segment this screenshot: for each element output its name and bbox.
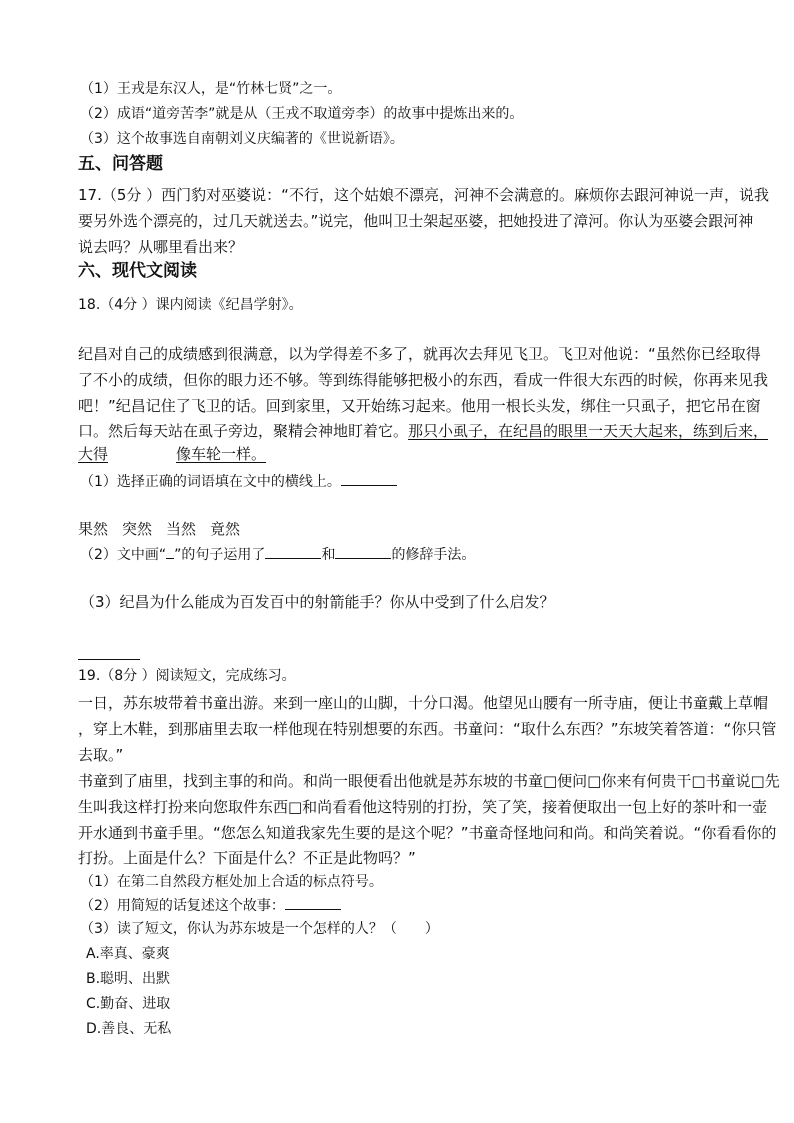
word-choice: 果然 [78, 520, 109, 538]
passage-line-4-plain: 口。然后每天站在虱子旁边，聚精会神地盯着它。 [78, 422, 409, 440]
option-c[interactable]: C.勤奋、进取 [86, 996, 171, 1012]
statement-2: （2）成语“道旁苦李”就是从（王戎不取道旁李）的故事中提炼出来的。 [80, 106, 524, 122]
answer-line[interactable] [78, 659, 140, 660]
story-line-7: 打扮。上面是什么？下面是什么？不正是此物吗？” [78, 849, 416, 867]
answer-blank-2[interactable] [265, 545, 321, 559]
q18-sub-2-text-d: 的修辞手法。 [391, 547, 476, 563]
passage-line-1: 纪昌对自己的成绩感到很满意，以为学得差不多了，就再次去拜见飞卫。飞卫对他说：“虽然你已经取得 [78, 345, 761, 363]
q18-sub-2-text-b: ”的句子运用了 [174, 547, 266, 563]
passage-line-3: 吧！”纪昌记住了飞卫的话。回到家里，又开始练习起来。他用一根长头发，绑住一只虱子，把它吊在窗 [78, 397, 761, 415]
passage-line-5 [78, 444, 266, 464]
q18-sub-1 [80, 472, 397, 491]
answer-blank-4[interactable] [285, 896, 341, 910]
word-choice: 竟然 [210, 520, 241, 538]
underlined-sentence-c: 像车轮一样。 [176, 445, 267, 463]
q19-sub-2-text: （2）用简短的话复述这个故事： [80, 898, 285, 914]
q18-sub-2-text-c: 和 [321, 547, 336, 563]
q17-line-3: 说去吗？从哪里看出来？ [78, 238, 244, 256]
story-line-5: 生叫我这样打扮来向您取件东西□和尚看看他这特别的打扮，笑了笑，接着便取出一包上好的茶叶和一壶 [78, 798, 768, 816]
q19-sub-3: （3）读了短文，你认为苏东坡是一个怎样的人？（ ） [80, 921, 439, 937]
answer-blank-1[interactable] [341, 472, 397, 486]
story-line-2: ，穿上木鞋，到那庙里去取一样他现在特别想要的东西。书童问：“取什么东西？”东坡笑着答道：“你只管 [78, 720, 777, 738]
q17-line-2: 要另外选个漂亮的，过几天就送去。”说完，他叫卫士架起巫婆，把她投进了漳河。你认为巫婆会跟河神 [78, 212, 754, 230]
passage-line-4 [78, 421, 768, 441]
statement-1: （1）王戎是东汉人，是“竹林七贤”之一。 [80, 81, 342, 97]
option-d[interactable]: D.善良、无私 [86, 1021, 172, 1037]
underlined-sentence-b: 大得 [78, 445, 109, 463]
q19-title: 19.（8分 ）阅读短文，完成练习。 [78, 668, 296, 684]
q18-sub-2 [80, 545, 475, 564]
option-a[interactable]: A.率真、豪爽 [86, 946, 170, 962]
q18-sub-2-text-a: （2）文中画“ [80, 547, 167, 563]
story-line-6: 开水通到书童手里。“您怎么知道我家先生要的是这个呢？”书童奇怪地问和尚。和尚笑着说。“你看看你的 [78, 824, 777, 842]
story-line-4: 书童到了庙里，找到主事的和尚。和尚一眼便看出他就是苏东坡的书童□便问□你来有何贵干□书童说□先 [78, 772, 780, 790]
word-choice: 突然 [122, 520, 153, 538]
q19-sub-2 [80, 896, 341, 915]
answer-blank-3[interactable] [335, 545, 391, 559]
q18-sub-3: （3）纪昌为什么能成为百发百中的射箭能手？你从中受到了什么启发？ [80, 593, 555, 611]
story-line-3: 去取。” [78, 746, 124, 764]
q17-line-1: 17.（5分 ）西门豹对巫婆说：“不行，这个姑娘不漂亮，河神不会满意的。麻烦你去跟河神说一声，说我 [78, 186, 769, 204]
fill-blank-underlined[interactable] [108, 444, 176, 464]
passage-line-2: 了不小的成绩，但你的眼力还不够。等到练得能够把极小的东西，看成一件很大东西的时候，你再来见我 [78, 371, 769, 389]
q18-sub-1-text: （1）选择正确的词语填在文中的横线上。 [80, 474, 341, 490]
underlined-sentence-a: 那只小虱子，在纪昌的眼里一天天大起来，练到后来， [408, 422, 769, 440]
option-b[interactable]: B.聪明、出默 [86, 971, 171, 987]
word-choice: 当然 [166, 520, 197, 538]
story-line-1: 一日，苏东坡带着书童出游。来到一座山的山脚，十分口渴。他望见山腰有一所寺庙，便让书童戴上草帽 [78, 694, 769, 712]
q18-title: 18.（4分 ）课内阅读《纪昌学射》。 [78, 297, 303, 313]
section-heading-qa: 五、问答题 [78, 154, 163, 174]
underline-sample [166, 545, 174, 559]
q19-sub-1: （1）在第二自然段方框处加上合适的标点符号。 [80, 874, 383, 890]
section-heading-reading: 六、现代文阅读 [78, 261, 197, 281]
statement-3: （3）这个故事选自南朝刘义庆编著的《世说新语》。 [80, 131, 404, 147]
word-choices [78, 519, 240, 539]
